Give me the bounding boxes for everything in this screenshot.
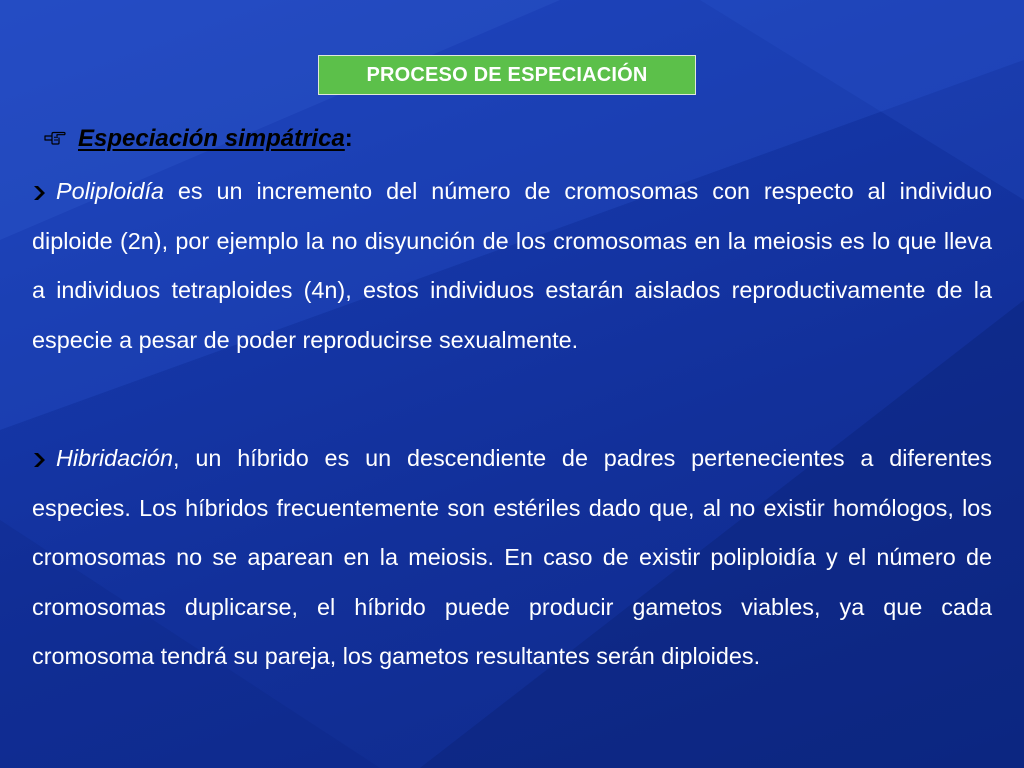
pointing-hand-icon [44,131,66,145]
chevron-right-icon [32,185,46,201]
section-heading-colon: : [344,125,353,152]
paragraph-text: , un híbrido es un descendiente de padres pertenecientes a diferentes especies. Los híbridos frecuentemente son estériles dado que, al no existir homólogos, los cromosomas no se aparean en la meiosis. En caso de existir poliploidía y el número de cromosomas duplicarse, el híbrido puede producir gametos viables, ya que cada cromosoma tendrá su pareja, los gametos resultantes serán diploides. [32,445,992,669]
chevron-right-icon [32,452,46,468]
paragraph-poliploidia [32,167,992,365]
paragraph-text: es un incremento del número de cromosomas con respecto al individuo diploide (2n), por ejemplo la no disyunción de los cromosomas en la meiosis es lo que lleva a individuos tetraploides (4n), estos individuos estarán aislados reproductivamente de la especie a pesar de poder reproducirse sexualmente. [32,178,992,353]
paragraph-term: Poliploidía [56,178,164,204]
slide-title: PROCESO DE ESPECIACIÓN [318,55,696,95]
paragraph-hibridacion [32,434,992,682]
section-heading-label: Especiación simpátrica [78,125,345,152]
paragraph-term: Hibridación [56,445,174,471]
section-heading [44,122,353,156]
